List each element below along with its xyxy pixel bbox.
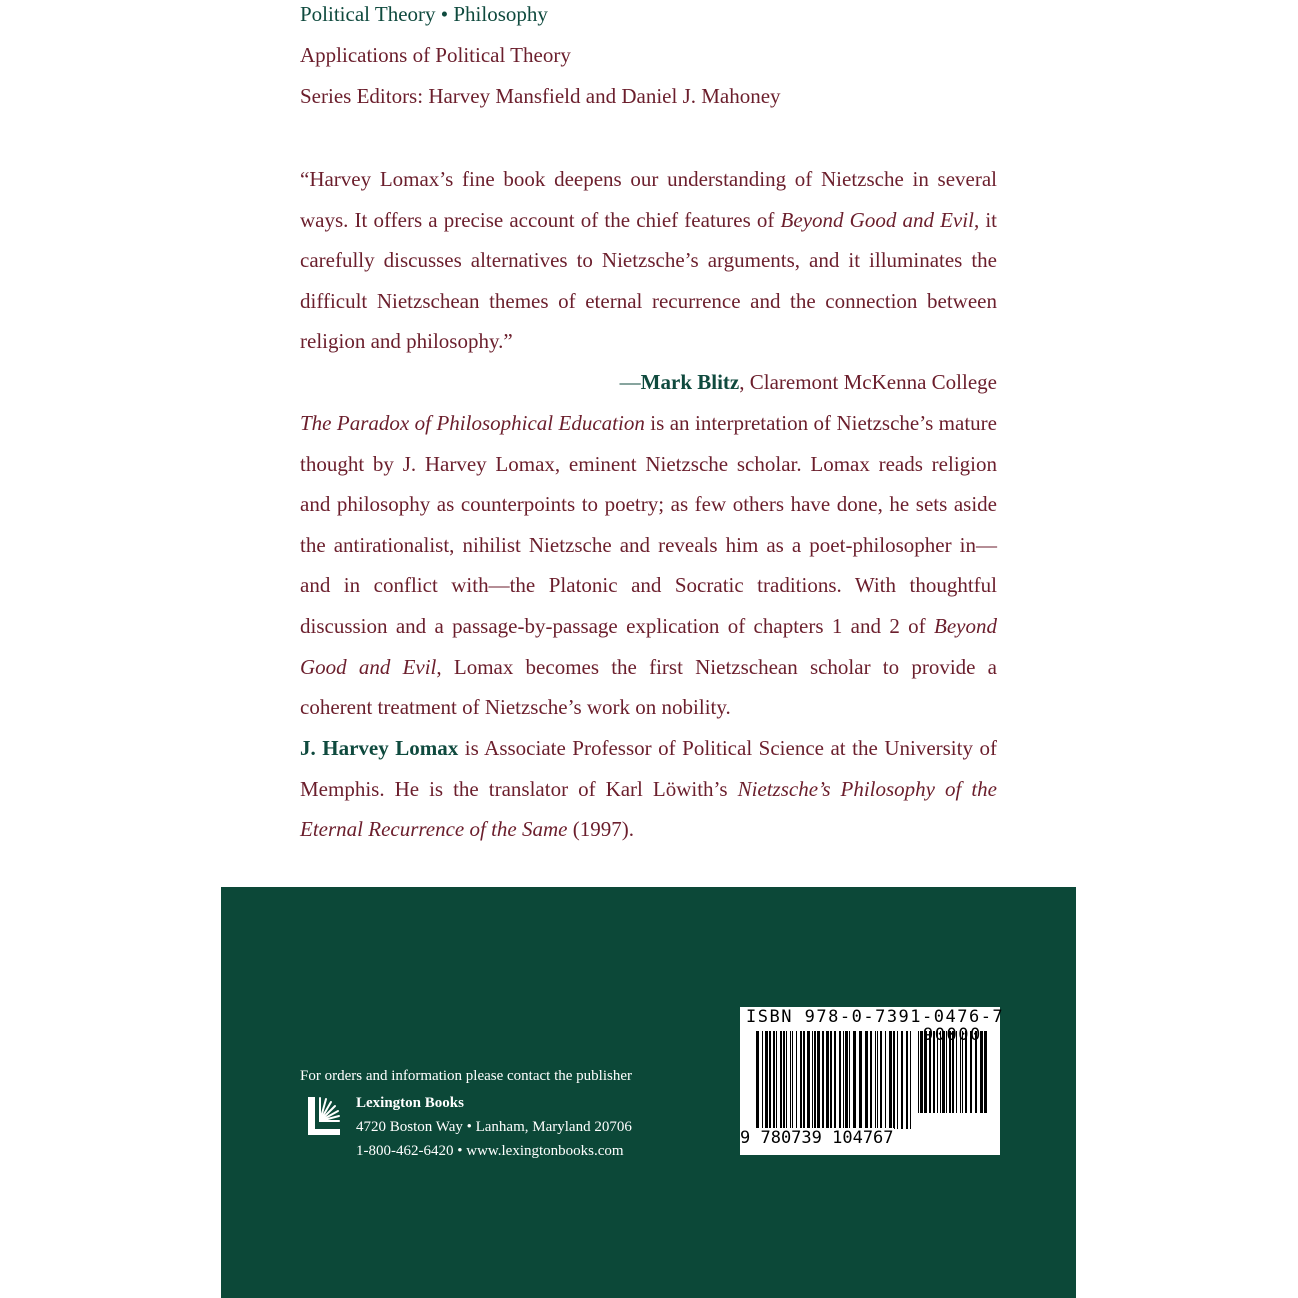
barcode-bar	[765, 1031, 768, 1129]
barcode-bar	[946, 1031, 947, 1113]
barcode-bar	[885, 1031, 886, 1129]
barcode-bar	[889, 1031, 892, 1129]
quote-text-b: , it carefully discusses alternatives to Nietzsche’s arguments, and it illuminates the difficult Nietzschean themes of eternal recurrence and the connection between religion and philosophy.”	[300, 207, 997, 354]
isbn-barcode	[740, 1007, 1005, 1155]
barcode-bar	[773, 1031, 775, 1129]
barcode-bar	[776, 1031, 777, 1129]
barcode-bar	[849, 1031, 850, 1129]
barcode-bar	[910, 1031, 911, 1129]
barcode-bar	[762, 1031, 763, 1129]
barcode-bar	[962, 1031, 963, 1113]
barcode-bar	[880, 1031, 882, 1129]
barcode-bar	[942, 1031, 945, 1113]
barcode-bar	[834, 1031, 836, 1129]
barcode-bar	[940, 1031, 941, 1113]
endorser-name: Mark Blitz	[640, 369, 740, 394]
endorsement-quote	[300, 159, 997, 403]
barcode-bar	[769, 1031, 771, 1129]
bio-text-a: is Associate Professor of Political Science at the University of Memphis. He is the translator of Karl Löwith’s	[300, 736, 997, 801]
barcode-bar	[924, 1031, 927, 1113]
barcode-digits: 9 780739 104767	[740, 1128, 894, 1148]
author-name: J. Harvey Lomax	[300, 736, 459, 760]
barcode-bar	[949, 1031, 951, 1113]
barcode-bar	[830, 1031, 832, 1129]
barcode-bar	[870, 1031, 872, 1129]
barcode-bar	[893, 1031, 895, 1129]
bio-work-title: Nietzsche’s Philosophy of the Eternal Recurrence of the Same	[300, 776, 998, 842]
quote-text-a: “Harvey Lomax’s fine book deepens our understanding of Nietzsche in several ways. It offers a precise account of the chief features of	[300, 167, 997, 232]
barcode-bar	[918, 1031, 919, 1113]
description-book-title: Beyond Good and Evil	[300, 613, 997, 679]
barcode-bar	[920, 1031, 923, 1113]
barcode-bar	[807, 1031, 810, 1129]
isbn-label: ISBN 978-0-7391-0476-7	[746, 1007, 1005, 1027]
barcode-bar	[817, 1031, 820, 1129]
orders-note: For orders and information please contact the publisher	[300, 1068, 632, 1084]
description-text-a: is an interpretation of Nietzsche’s mature thought by J. Harvey Lomax, eminent Nietzsche scholar. Lomax reads religion and philosophy as counterpoints to poetry; as few others have done, he sets aside the antirationalist, nihilist Nietzsche and reveals him as a poet-philosopher in—and in conflict with—the Platonic and Socratic traditions. With thoughtful discussion and a passage-by-passage explication of chapters 1 and 2 of	[300, 411, 997, 638]
barcode-bar	[853, 1031, 856, 1129]
barcode-bar	[877, 1031, 878, 1129]
barcode-bar	[843, 1031, 844, 1129]
barcode-bar	[980, 1031, 983, 1113]
barcode-bar	[937, 1031, 938, 1113]
barcode-bar	[822, 1031, 824, 1129]
publisher-name: Lexington Books	[356, 1095, 464, 1111]
publisher-panel	[221, 887, 1076, 1298]
publisher-address-block	[356, 1091, 632, 1163]
description-title: The Paradox of Philosophical Education	[300, 411, 645, 435]
description-text-b: , Lomax becomes the first Nietzschean scholar to provide a coherent treatment of Nietzsche’s work on nobility.	[300, 654, 998, 720]
barcode-bar	[786, 1031, 787, 1129]
barcode-bar	[845, 1031, 848, 1129]
barcode-bar	[960, 1031, 961, 1113]
barcode-bar	[814, 1031, 816, 1129]
barcode-bar	[970, 1031, 972, 1113]
barcode-bar	[875, 1031, 876, 1129]
barcode-bar	[826, 1031, 829, 1129]
barcode-bar	[780, 1031, 782, 1129]
publisher-address: 4720 Boston Way • Lanham, Maryland 20706	[356, 1119, 632, 1135]
barcode-bar	[897, 1031, 898, 1129]
barcode-bar	[956, 1031, 957, 1113]
author-bio	[300, 728, 997, 850]
barcode-bar	[865, 1031, 868, 1129]
barcode-bar	[792, 1031, 793, 1129]
series-editors-line: Series Editors: Harvey Mansfield and Daniel J. Mahoney	[300, 84, 781, 108]
bio-text-b: (1997).	[567, 817, 634, 842]
barcode-bar	[984, 1031, 987, 1113]
barcode-bar	[952, 1031, 954, 1113]
barcode-bar	[901, 1031, 903, 1129]
barcode-bar	[859, 1031, 862, 1129]
barcode-bar	[965, 1031, 967, 1113]
barcode-bar	[929, 1031, 931, 1113]
barcode-bar	[839, 1031, 841, 1129]
barcode-bar	[933, 1031, 935, 1113]
barcode-bar	[800, 1031, 802, 1129]
barcode-bar	[790, 1031, 791, 1129]
publisher-contact: 1-800-462-6420 • www.lexingtonbooks.com	[356, 1143, 624, 1159]
book-description	[300, 403, 997, 728]
barcode-bar	[783, 1031, 785, 1129]
endorser-affiliation: , Claremont McKenna College	[739, 369, 997, 394]
barcode-bar	[756, 1031, 759, 1129]
barcode-bars	[748, 1031, 992, 1135]
barcode-bar	[803, 1031, 805, 1129]
series-line: Applications of Political Theory	[300, 43, 571, 67]
category-line: Political Theory • Philosophy	[300, 2, 548, 26]
barcode-bar	[906, 1031, 908, 1129]
barcode-bar	[812, 1031, 813, 1129]
barcode-bar	[975, 1031, 977, 1113]
quote-book-title: Beyond Good and Evil	[780, 207, 974, 232]
barcode-bar	[796, 1031, 797, 1129]
attribution-dash: —	[619, 369, 641, 394]
lexington-logo-icon	[306, 1095, 342, 1137]
